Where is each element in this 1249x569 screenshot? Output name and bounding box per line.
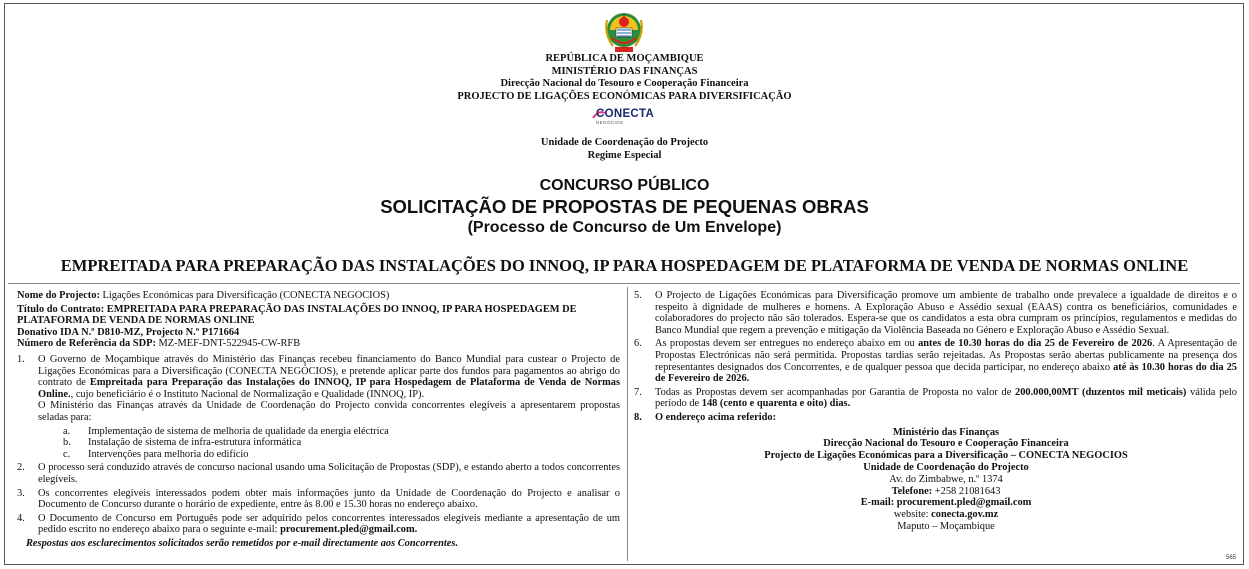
address-email-link[interactable]: procurement.pled@gmail.com <box>896 497 1032 509</box>
address-unit: Unidade de Coordenação do Projecto <box>863 461 1029 473</box>
address-phone: Telefone: +258 21081643 <box>891 485 1001 497</box>
address-website: website: conecta.gov.mz <box>893 509 999 521</box>
right-column <box>634 290 1237 533</box>
donativo: Donativo IDA N.º D810-MZ, Projecto N.º P171664 <box>17 326 240 338</box>
page-number: 565 <box>1225 555 1236 561</box>
project-name: Nome do Projecto: Ligações Económicas para Diversificação (CONECTA NEGOCIOS) <box>17 290 390 301</box>
header-line-4: PROJECTO DE LIGAÇÕES ECONÓMICAS PARA DIVERSIFICAÇÃO <box>457 90 792 102</box>
website-link[interactable]: conecta.gov.mz <box>931 509 999 521</box>
government-header <box>0 53 1249 103</box>
unit-header <box>0 137 1249 162</box>
left-column <box>17 290 620 549</box>
list-item-6: 6. As propostas devem ser entregues no endereço abaixo em ou antes de 10.30 horas do dia 25 de Fevereiro de 2026. A Apresentação de Propostas Electrónicas não será permitida. Propostas tardias serão rejeitadas. As Propostas serão abertas publicamente na presença dos representantes designados dos Concorrentes, e de qualquer pessoa que decida participar, no endereço abaixo até às 10.30 horas do dia 25 de Fevereiro de 2026. <box>634 338 1237 385</box>
list-item-1: 1. O Governo de Moçambique através do Ministério das Finanças recebeu financiamento do Banco Mundial para custear o Projecto de Ligações Económicas para a Diversificação (CONECTA NEGÓCIOS), e pretende aplicar parte dos fundos para pagamentos ao abrigo do contrato de Empreitada para Preparação das Instalações do INNOQ, IP para Hospedagem de Plataforma de Venda de Normas Online., cujo beneficiário é o Instituto Nacional de Normalização e Qualidade (INNOQ, IP). O Ministério das Finanças através da Unidade de Coordenação do Projecto convida concorrentes elegíveis a apresentarem propostas seladas para: <box>17 353 621 423</box>
list-item-7: 7. Todas as Propostas devem ser acompanhadas por Garantia de Proposta no valor de 200.000,00MT (duzentos mil meticais) válida pelo período de 148 (cento e quarenta e oito) dias. <box>634 386 1237 410</box>
title-empreitada: EMPREITADA PARA PREPARAÇÃO DAS INSTALAÇÕES DO INNOQ, IP PARA HOSPEDAGEM DE PLATAFORMA DE VENDA DE NORMAS ONLINE <box>60 256 1189 275</box>
unit-line-1: Unidade de Coordenação do Projecto <box>540 137 709 148</box>
column-divider <box>627 287 628 561</box>
address-email: E-mail: procurement.pled@gmail.com <box>860 497 1032 509</box>
header-line-1: REPÚBLICA DE MOÇAMBIQUE <box>545 53 704 64</box>
title-processo: (Processo de Concurso de Um Envelope) <box>467 219 782 236</box>
list-item-8: 8. O endereço acima referido: <box>634 411 777 423</box>
logo-subtitle: NEGÓCIOS <box>596 120 624 125</box>
address-block <box>655 427 1237 533</box>
title-block <box>0 176 1249 237</box>
conecta-logo <box>592 108 672 126</box>
address-street: Av. do Zimbabwe, n.º 1374 <box>889 473 1003 485</box>
coat-of-arms-icon <box>602 8 646 54</box>
list-item-3: 3. Os concorrentes elegíveis interessados podem obter mais informações junto da Unidade de Coordenação do Projecto e analisar o Documento de Concurso durante o horário de expediente, entre às 8.00 e 15.30 horas no endereço abaixo. <box>17 487 620 511</box>
reference-number: Número de Referência da SDP: MZ-MEF-DNT-522945-CW-RFB <box>17 338 301 350</box>
list-item-2: 2. O processo será conduzido através de concurso nacional usando uma Solicitação de Propostas (SDP), e estando aberto a todos concorrentes elegíveis. <box>17 462 620 485</box>
unit-line-2: Regime Especial <box>587 149 662 161</box>
list-item-5: 5. O Projecto de Ligações Económicas para Diversificação promove um ambiente de trabalho onde prevalece a igualdade de direitos e o respeito à dignidade de mulheres e homens. A Exploração Abuso e Assédio sexual (EAAS) contra os beneficiários, comunidades e colaboradores do projecto não são tolerados. Espera-se que os candidatos a esta obra cumpram os princípios, regulamentos e medidas do Banco Mundial que regem a prevenção e mitigação da Violência Baseada no Género e Exploração Abuso e Assédio Sexual. <box>634 290 1237 336</box>
list-item-4: 4. O Documento de Concurso em Português pode ser adquirido pelos concorrentes interessados elegíveis mediante a apresentação de um pedido escrito no endereço abaixo para o seguinte e-mail: procurement.pled@gmail.com. <box>17 512 620 536</box>
address-city: Maputo – Moçambique <box>897 520 995 532</box>
address-directorate: Direcção Nacional do Tesouro e Cooperação Financeira <box>823 438 1069 450</box>
title-concurso: CONCURSO PÚBLICO <box>539 177 710 194</box>
sub-item-a: a. Implementação de sistema de melhoria de qualidade da energia eléctrica <box>63 425 389 437</box>
clarifications-note: Respostas aos esclarecimentos solicitados serão remetidos por e-mail directamente aos Concorrentes. <box>26 537 459 549</box>
header-line-3: Direcção Nacional do Tesouro e Cooperação Financeira <box>500 78 749 89</box>
sub-item-c: c. Intervenções para melhoria do edifício <box>63 448 249 460</box>
address-ministry: Ministério das Finanças <box>892 426 1000 438</box>
header-line-2: MINISTÉRIO DAS FINANÇAS <box>551 65 698 77</box>
title-solicitacao: SOLICITAÇÃO DE PROPOSTAS DE PEQUENAS OBRAS <box>380 196 869 217</box>
contract-title: Título do Contrato: EMPREITADA PARA PREPARAÇÃO DAS INSTALAÇÕES DO INNOQ, IP PARA HOSPEDAGEM DE PLATAFORMA DE VENDA DE NORMAS ONLINE <box>17 303 577 327</box>
address-project: Projecto de Ligações Económicas para a Diversificação – CONECTA NEGOCIOS <box>764 450 1128 462</box>
email-link[interactable]: procurement.pled@gmail.com. <box>280 524 418 536</box>
sub-item-b: b. Instalação de sistema de infra-estrutura informática <box>63 437 302 449</box>
horizontal-divider <box>8 283 1240 284</box>
logo-name: CONECTA <box>596 108 655 120</box>
